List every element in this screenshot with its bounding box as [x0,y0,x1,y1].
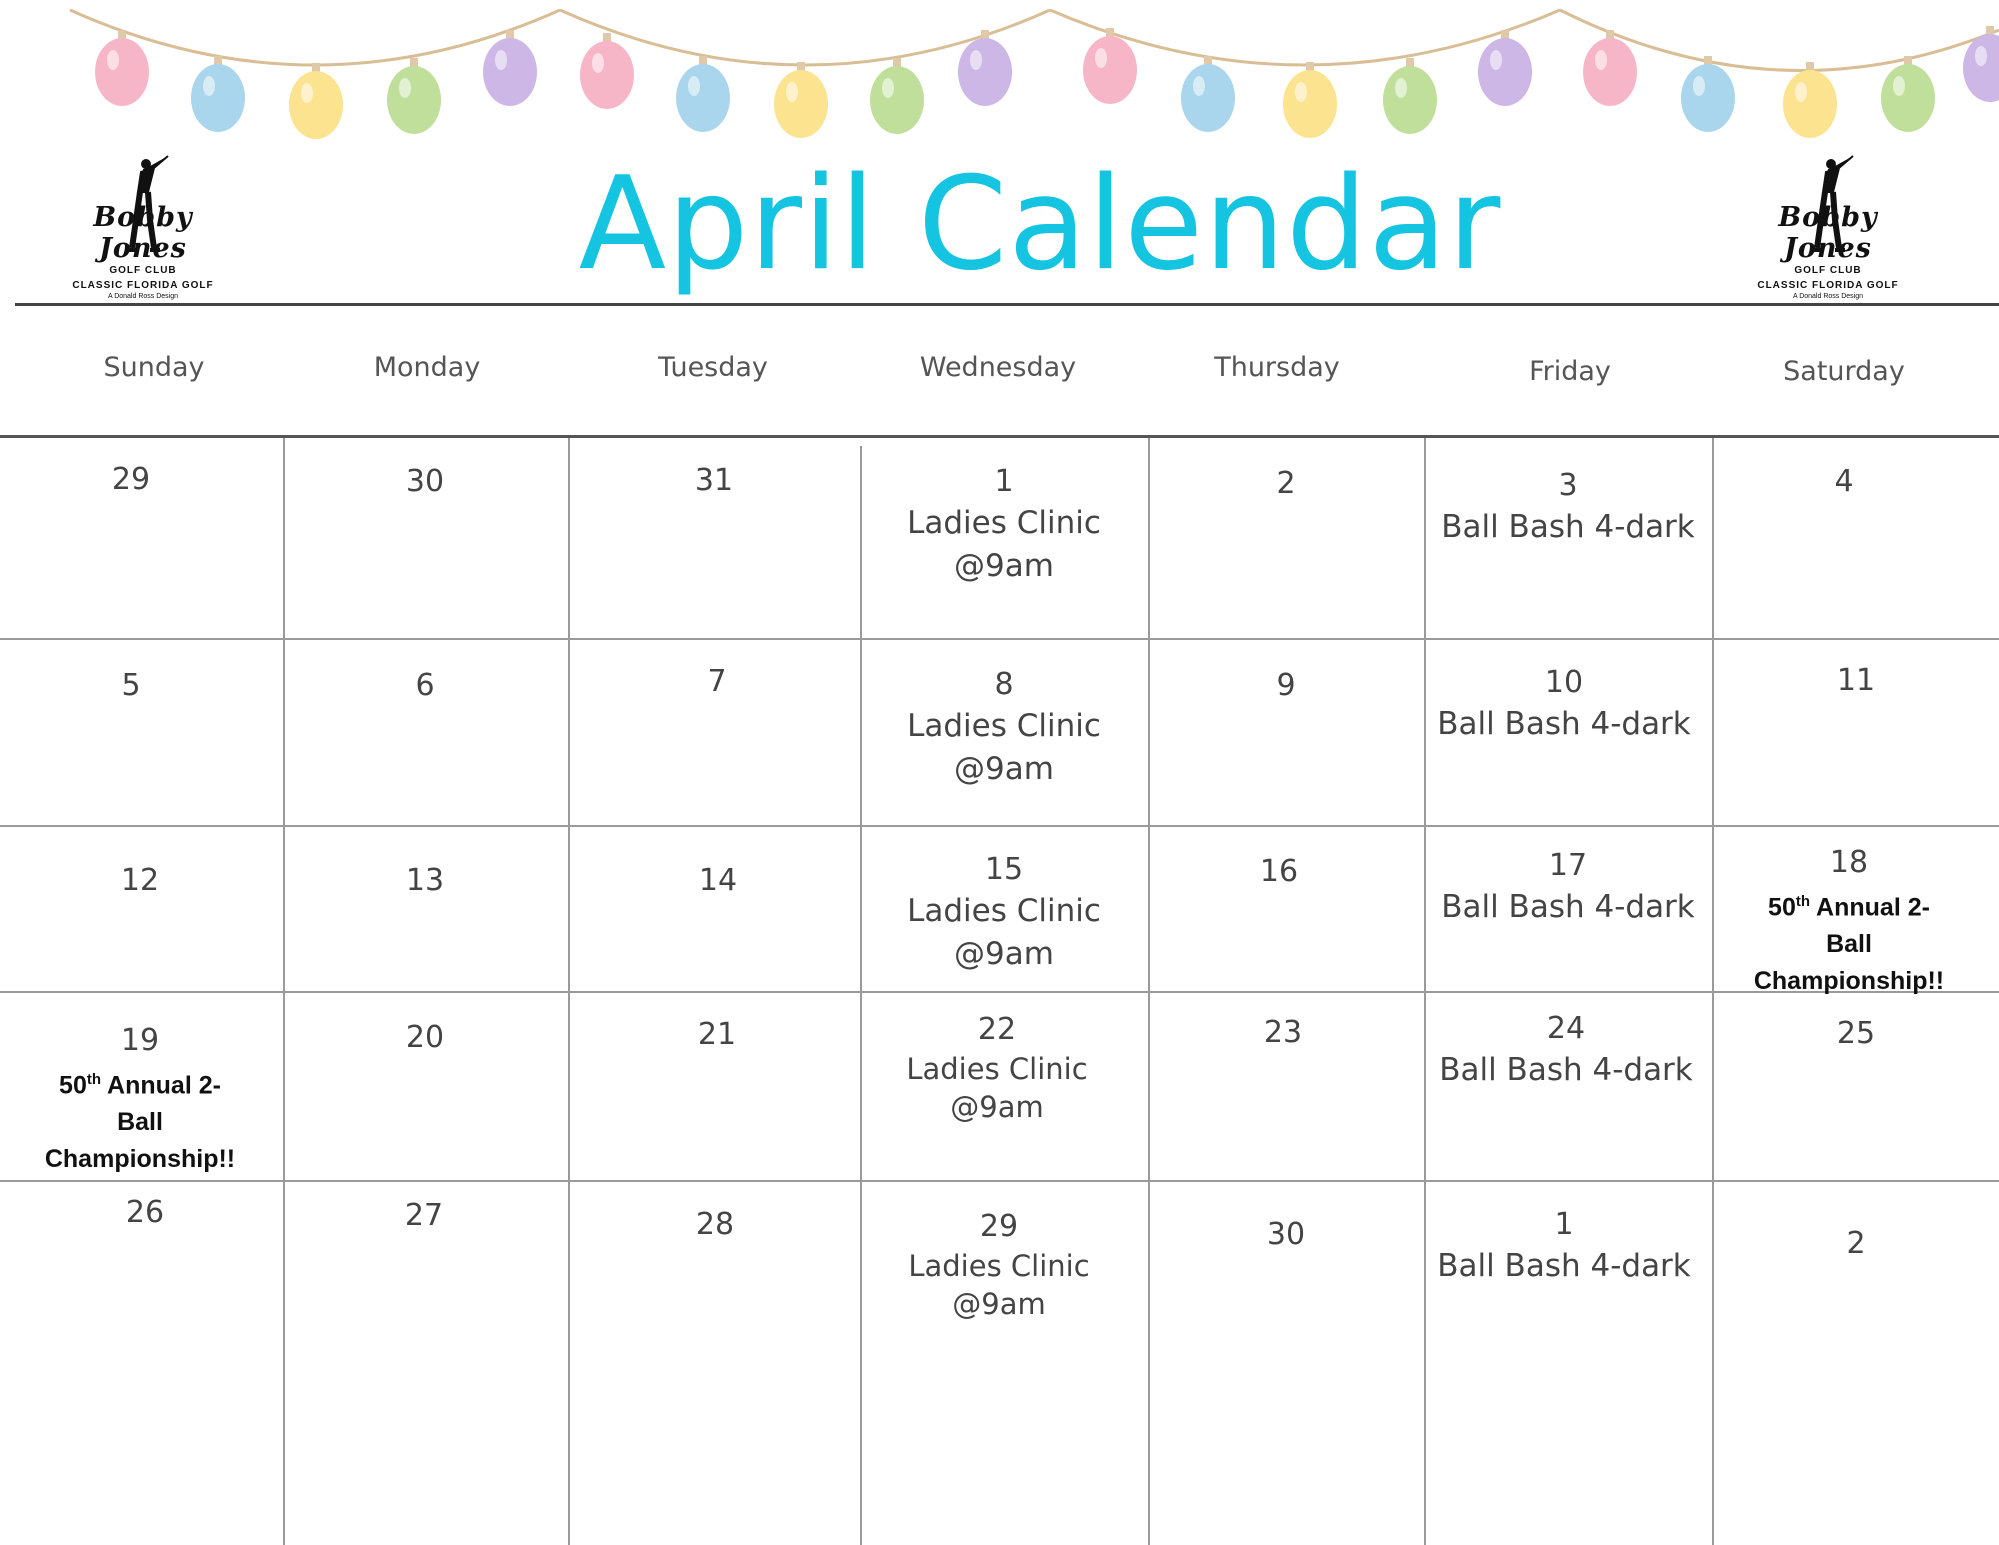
easter-egg-icon [483,38,537,106]
event-championship-number: 50 [1768,893,1796,922]
easter-egg-icon [958,38,1012,106]
logo-line-golf-club: GOLF CLUB [1794,265,1862,276]
day-number: 26 [125,1195,165,1230]
day-cell[interactable] [0,1021,280,1178]
egg-highlight [1095,48,1107,68]
day-number: 29 [111,462,151,497]
day-cell[interactable] [285,861,565,901]
easter-egg-icon [1181,64,1235,132]
event-ladies-clinic: Ladies Clinic [907,505,1101,541]
egg-highlight [495,50,507,70]
day-cell[interactable] [285,462,565,502]
day-cell[interactable] [0,460,262,500]
event-ball-bash: Ball Bash 4-dark [1441,509,1695,545]
event-championship [1714,883,1984,926]
day-cell[interactable] [1150,852,1408,892]
day-number: 12 [120,863,160,898]
egg-highlight [1490,50,1502,70]
event-ladies-clinic: Ladies Clinic [908,1249,1090,1283]
day-number: 1 [994,464,1014,499]
day-number: 31 [694,463,734,498]
page-title: April Calendar [578,150,1502,299]
day-cell[interactable] [862,1207,1136,1323]
logo-line-design: A Donald Ross Design [107,293,179,300]
event-time: @9am [950,1090,1044,1124]
grid-column-divider [1424,438,1426,1545]
easter-egg-icon [1478,38,1532,106]
event-championship-text-2: Ball [117,1108,163,1137]
weekday-friday: Friday [1529,356,1611,387]
day-cell[interactable] [1150,1215,1422,1255]
egg-highlight [786,82,798,102]
grid-column-divider [860,446,862,1545]
weekday-thursday: Thursday [1214,352,1340,383]
day-number: 28 [695,1207,735,1242]
day-cell[interactable] [570,1015,864,1055]
day-number: 10 [1544,665,1584,700]
weekday-saturday: Saturday [1783,356,1905,387]
day-number: 24 [1546,1011,1586,1046]
logo-line-golf-club: GOLF CLUB [109,265,177,276]
day-cell[interactable] [285,666,565,706]
grid-column-divider [568,438,570,1545]
grid-row-divider [0,638,1999,640]
grid-column-divider [283,438,285,1545]
day-number: 7 [707,664,727,699]
event-championship-text-1: Annual 2- [1810,893,1930,922]
day-number: 20 [405,1020,445,1055]
grid-row-divider [0,1180,1999,1182]
day-number: 27 [404,1198,444,1233]
day-number: 2 [1276,466,1296,501]
day-cell[interactable] [570,1205,860,1245]
title-divider [15,303,1999,306]
logo-line-classic: CLASSIC FLORIDA GOLF [1757,280,1899,291]
day-cell[interactable] [1150,464,1422,504]
day-cell[interactable] [0,666,262,706]
day-number: 22 [977,1012,1017,1047]
day-cell[interactable] [862,850,1146,976]
event-championship-text-1: Annual 2- [101,1071,221,1100]
egg-highlight [1595,50,1607,70]
easter-egg-icon [870,66,924,134]
logo-script: Bobby Jones [1778,202,1878,264]
weekday-sunday: Sunday [103,352,205,383]
calendar-header-divider [0,435,1999,438]
day-number: 29 [979,1209,1019,1244]
day-cell[interactable] [862,462,1146,588]
event-championship [0,1061,280,1104]
egg-highlight [1193,76,1205,96]
day-number: 3 [1558,468,1578,503]
event-championship-text-3: Championship!! [1753,967,1945,996]
event-ball-bash: Ball Bash 4-dark [1437,1248,1691,1284]
egg-garland-decoration [0,0,1999,150]
day-number: 15 [984,852,1024,887]
day-cell[interactable] [1426,663,1702,746]
egg-highlight [1395,78,1407,98]
day-cell[interactable] [570,861,866,901]
event-time: @9am [954,936,1054,972]
egg-highlight [970,50,982,70]
event-ball-bash: Ball Bash 4-dark [1437,706,1691,742]
egg-highlight [882,78,894,98]
weekday-monday: Monday [373,352,481,383]
event-championship-ordinal: th [1795,893,1811,910]
day-cell[interactable] [1426,1009,1706,1092]
egg-highlight [301,83,313,103]
day-number: 5 [121,668,141,703]
weekday-tuesday: Tuesday [658,352,768,383]
easter-egg-icon [1881,64,1935,132]
day-number: 19 [120,1023,160,1058]
easter-egg-icon [387,66,441,134]
logo-line-design: A Donald Ross Design [1792,293,1864,300]
day-number: 6 [415,668,435,703]
bobby-jones-logo-left [48,150,238,300]
egg-highlight [1893,76,1905,96]
day-number: 23 [1263,1015,1303,1050]
logo-line-classic: CLASSIC FLORIDA GOLF [72,280,214,291]
day-cell[interactable] [1426,846,1710,929]
day-cell[interactable] [0,861,280,901]
easter-egg-icon [1963,34,1999,102]
egg-highlight [1795,82,1807,102]
day-number: 1 [1554,1207,1574,1242]
day-cell[interactable] [285,1018,565,1058]
day-number: 30 [1266,1217,1306,1252]
day-cell[interactable] [862,1010,1132,1126]
day-number: 25 [1836,1016,1876,1051]
day-number: 17 [1548,848,1588,883]
day-number: 21 [697,1017,737,1052]
easter-egg-icon [1383,66,1437,134]
event-time: @9am [952,1287,1046,1321]
day-number: 11 [1836,663,1876,698]
day-cell[interactable] [570,461,858,501]
day-cell[interactable] [1150,1013,1416,1053]
day-number: 4 [1834,464,1854,499]
day-cell[interactable] [1150,666,1422,706]
event-ball-bash: Ball Bash 4-dark [1441,889,1695,925]
event-time: @9am [954,548,1054,584]
easter-egg-icon [1583,38,1637,106]
day-cell[interactable] [1426,466,1710,549]
day-number: 9 [1276,668,1296,703]
day-cell[interactable] [1426,1205,1702,1288]
easter-egg-icon [1083,36,1137,104]
day-cell[interactable] [0,1193,290,1233]
day-number: 14 [698,863,738,898]
easter-egg-icon [1783,70,1837,138]
day-number: 16 [1259,854,1299,889]
easter-egg-icon [774,70,828,138]
egg-highlight [688,76,700,96]
easter-egg-icon [1283,70,1337,138]
day-number: 2 [1846,1226,1866,1261]
event-ladies-clinic: Ladies Clinic [907,893,1101,929]
day-cell[interactable] [1714,843,1984,1000]
day-cell[interactable] [570,662,864,702]
day-cell[interactable] [1714,462,1974,502]
day-cell[interactable] [862,665,1146,791]
easter-egg-icon [580,41,634,109]
event-ball-bash: Ball Bash 4-dark [1439,1052,1693,1088]
egg-highlight [107,50,119,70]
egg-highlight [1693,76,1705,96]
egg-highlight [1975,46,1987,66]
grid-row-divider [0,991,1999,993]
logo-script: Bobby Jones [93,202,193,264]
egg-highlight [203,76,215,96]
event-time: @9am [954,751,1054,787]
day-cell[interactable] [1714,1224,1998,1264]
egg-highlight [399,78,411,98]
event-championship-ordinal: th [86,1071,102,1088]
weekday-wednesday: Wednesday [919,352,1077,383]
event-championship-number: 50 [59,1071,87,1100]
easter-egg-icon [95,38,149,106]
easter-egg-icon [191,64,245,132]
day-number: 8 [994,667,1014,702]
day-cell[interactable] [285,1196,563,1236]
day-number: 13 [405,863,445,898]
day-cell[interactable] [1714,1014,1998,1054]
easter-egg-icon [676,64,730,132]
event-championship-text-3: Championship!! [44,1145,236,1174]
day-cell[interactable] [1714,661,1998,701]
grid-row-divider [0,825,1999,827]
event-ladies-clinic: Ladies Clinic [907,708,1101,744]
easter-egg-icon [289,71,343,139]
event-championship-text-2: Ball [1826,930,1872,959]
day-number: 30 [405,464,445,499]
egg-highlight [1295,82,1307,102]
grid-column-divider [1148,438,1150,1545]
easter-egg-icon [1681,64,1735,132]
egg-highlight [592,53,604,73]
event-ladies-clinic: Ladies Clinic [906,1052,1088,1086]
bobby-jones-logo-right [1733,150,1923,300]
day-number: 18 [1829,845,1869,880]
